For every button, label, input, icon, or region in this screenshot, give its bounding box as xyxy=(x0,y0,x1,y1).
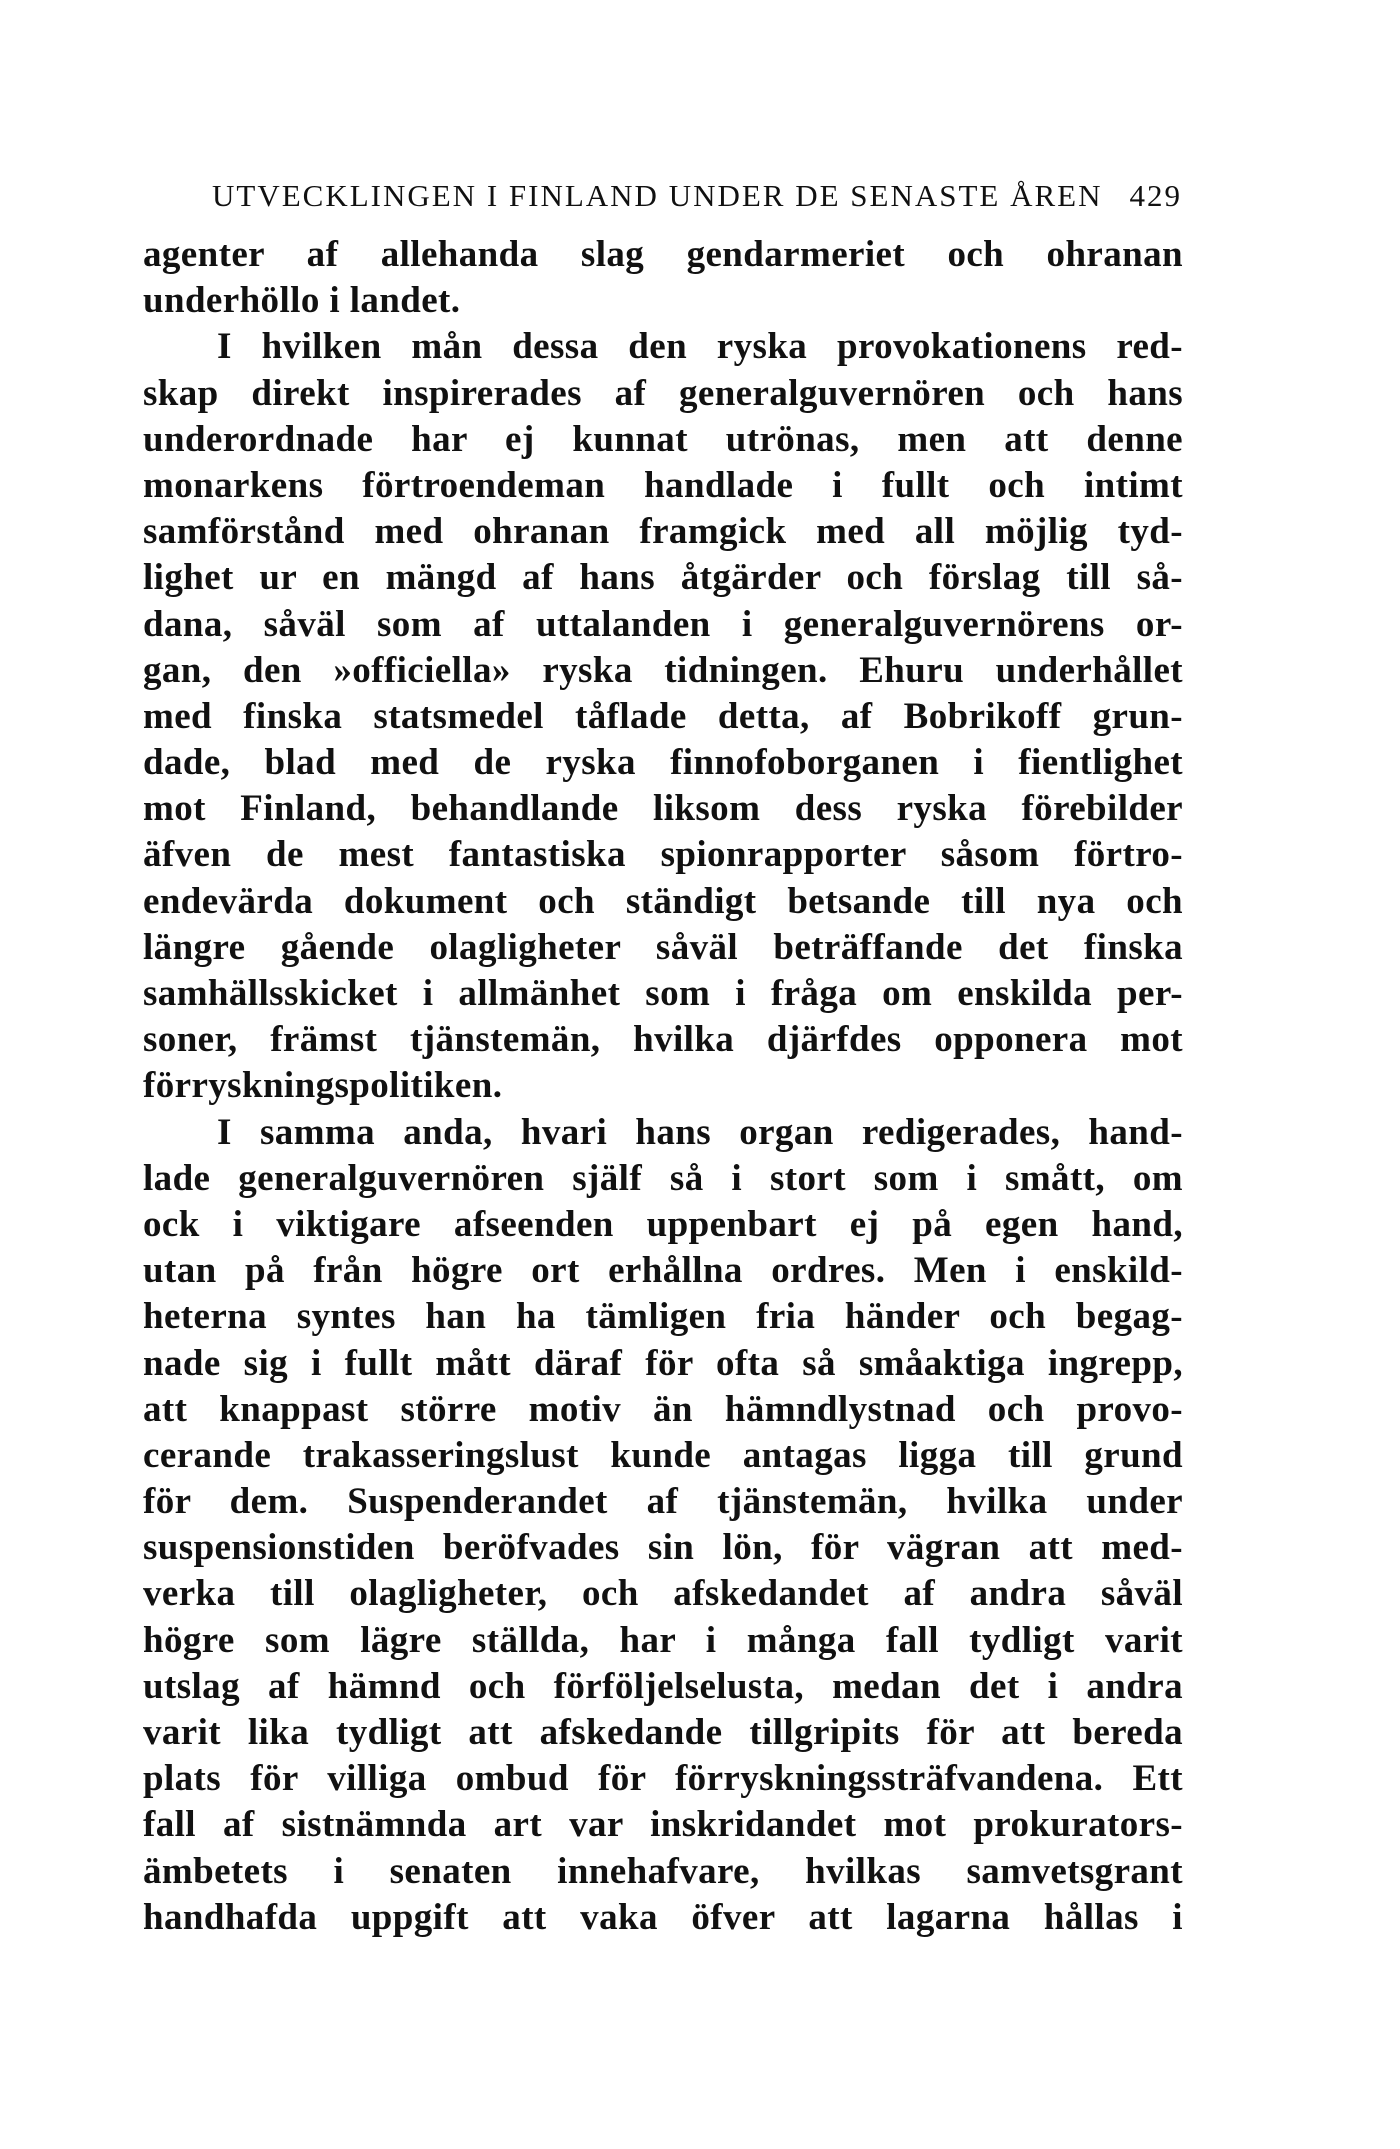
text-line: varit lika tydligt att afskedande tillgripits för att bereda xyxy=(143,1712,1183,1753)
body-text xyxy=(143,232,1183,1941)
text-line: utslag af hämnd och förföljelselusta, medan det i andra xyxy=(143,1665,1183,1707)
text-line: verka till olagligheter, och afskedandet af andra såväl xyxy=(143,1573,1183,1615)
text-line: plats för villiga ombud för förryskningssträfvandena. Ett xyxy=(143,1758,1183,1800)
page-number: 429 xyxy=(1129,178,1182,213)
text-line: för dem. Suspenderandet af tjänstemän, hvilka under xyxy=(143,1481,1183,1523)
text-line: cerande trakasseringslust kunde antagas ligga till grund xyxy=(143,1434,1183,1476)
text-line: endevärda dokument och ständigt betsande till nya och xyxy=(143,880,1183,922)
text-line: I samma anda, hvari hans organ redigerades, hand- xyxy=(217,1111,1183,1153)
text-line: handhafda uppgift att vaka öfver att lagarna hållas i xyxy=(143,1896,1183,1938)
text-line: samförstånd med ohranan framgick med all möjlig tyd- xyxy=(143,511,1183,553)
text-line: högre som lägre ställda, har i många fall tydligt varit xyxy=(143,1619,1183,1661)
text-line: utan på från högre ort erhållna ordres. Men i enskild- xyxy=(143,1250,1183,1292)
text-line: suspensionstiden beröfvades sin lön, för vägran att med- xyxy=(143,1527,1183,1569)
text-line: underhöllo i landet. xyxy=(143,280,461,322)
text-line: ämbetets i senaten innehafvare, hvilkas samvetsgrant xyxy=(143,1850,1183,1892)
running-head xyxy=(212,170,1182,222)
text-line: gan, den »officiella» ryska tidningen. Ehuru underhållet xyxy=(143,649,1183,691)
running-title: UTVECKLINGEN I FINLAND UNDER DE SENASTE ÅREN xyxy=(212,178,1103,213)
text-line: förryskningspolitiken. xyxy=(143,1065,503,1107)
text-line: soner, främst tjänstemän, hvilka djärfdes opponera mot xyxy=(143,1019,1183,1061)
text-line: monarkens förtroendeman handlade i fullt och intimt xyxy=(143,464,1183,506)
text-line: nade sig i fullt mått däraf för ofta så småaktiga ingrepp, xyxy=(143,1342,1183,1384)
text-line: äfven de mest fantastiska spionrapporter såsom förtro- xyxy=(143,834,1183,876)
text-line: agenter af allehanda slag gendarmeriet och ohranan xyxy=(143,234,1183,275)
text-line: lade generalguvernören själf så i stort som i smått, om xyxy=(143,1157,1183,1199)
text-line: ock i viktigare afseenden uppenbart ej på egen hand, xyxy=(143,1203,1183,1245)
text-line: fall af sistnämnda art var inskridandet mot prokurators- xyxy=(143,1804,1183,1846)
text-line: dade, blad med de ryska finnofoborganen i fientlighet xyxy=(143,742,1183,784)
text-line: dana, såväl som af uttalanden i generalguvernörens or- xyxy=(143,603,1183,645)
text-line: med finska statsmedel tåflade detta, af Bobrikoff grun- xyxy=(143,695,1183,737)
text-line: heterna syntes han ha tämligen fria händer och begag- xyxy=(143,1296,1183,1338)
text-line: att knappast större motiv än hämndlystnad och provo- xyxy=(143,1388,1183,1430)
text-line: samhällsskicket i allmänhet som i fråga om enskilda per- xyxy=(143,973,1183,1014)
text-line: underordnade har ej kunnat utrönas, men att denne xyxy=(143,418,1183,460)
text-line: mot Finland, behandlande liksom dess ryska förebilder xyxy=(143,788,1183,830)
text-line: skap direkt inspirerades af generalguvernören och hans xyxy=(143,372,1183,414)
text-line: lighet ur en mängd af hans åtgärder och förslag till så- xyxy=(143,557,1183,599)
text-line: längre gående olagligheter såväl beträffande det finska xyxy=(143,926,1183,968)
text-line: I hvilken mån dessa den ryska provokationens red- xyxy=(217,326,1183,368)
